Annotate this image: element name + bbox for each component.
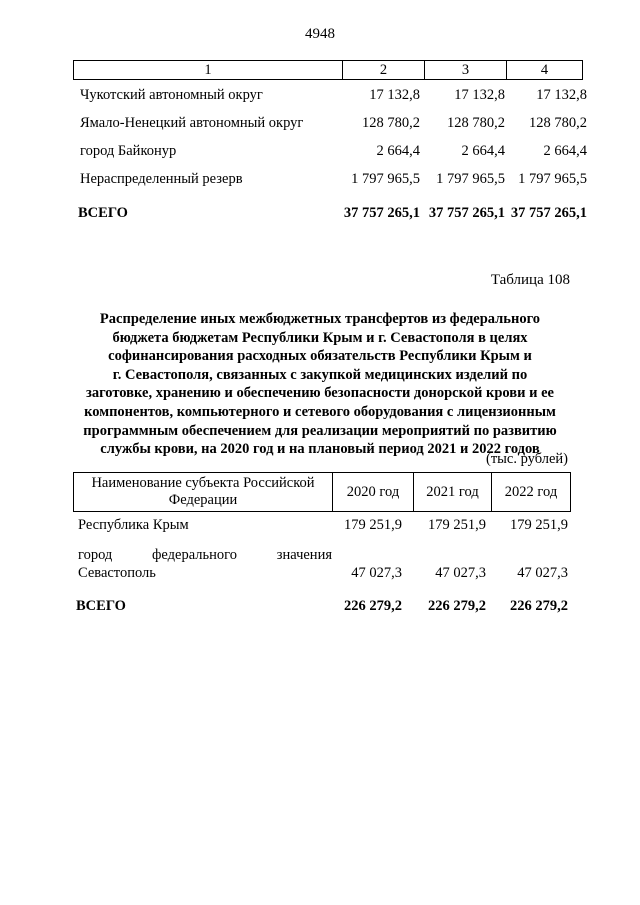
- col-header-name: [74, 473, 332, 511]
- cell-value: 2 664,4: [461, 143, 505, 159]
- top-table-header: [73, 60, 583, 80]
- cell-value: 47 027,3: [517, 565, 568, 581]
- label-word: федерального: [152, 547, 237, 563]
- table-title: [70, 310, 570, 459]
- cell-value: 128 780,2: [362, 115, 420, 131]
- cell-value: 47 027,3: [435, 565, 486, 581]
- total-value: 226 279,2: [428, 598, 486, 614]
- cell-value: 17 132,8: [536, 87, 587, 103]
- table-row: [0, 141, 640, 161]
- units-label: (тыс. рублей): [486, 451, 568, 467]
- table-number: Таблица 108: [490, 272, 570, 288]
- total-value: 37 757 265,1: [510, 205, 587, 221]
- title-line: бюджета бюджетам Республики Крым и г. Севастополя в целях: [112, 329, 528, 346]
- row-label: Нераспределенный резерв: [80, 171, 243, 187]
- col-header-2: 2: [379, 62, 388, 78]
- col-header-4: 4: [540, 62, 549, 78]
- title-line: г. Севастополя, связанных с закупкой медицинских изделий по: [112, 366, 528, 383]
- cell-value: 2 664,4: [376, 143, 420, 159]
- col-header-2020: 2020 год: [346, 483, 400, 500]
- title-line: заготовке, хранению и обеспечению безопасности донорской крови и ее: [86, 385, 554, 402]
- total-row: [0, 203, 640, 223]
- row-label: Чукотский автономный округ: [80, 87, 263, 103]
- total-label: ВСЕГО: [78, 205, 128, 221]
- title-line: программным обеспечением для реализации мероприятий по развитию: [83, 422, 557, 439]
- label-word: город: [78, 547, 113, 563]
- row-label: город Байконур: [80, 143, 177, 159]
- total-value: 226 279,2: [510, 598, 568, 614]
- row-label: Ямало-Ненецкий автономный округ: [80, 115, 304, 131]
- cell-value: 1 797 965,5: [436, 171, 505, 187]
- row-label: Севастополь: [78, 565, 156, 581]
- total-value: 37 757 265,1: [343, 205, 420, 221]
- page-number: 4948: [305, 26, 335, 42]
- table-row: [0, 85, 640, 105]
- table-row: [0, 515, 640, 535]
- cell-value: 128 780,2: [529, 115, 587, 131]
- cell-value: 1 797 965,5: [351, 171, 420, 187]
- row-label: Республика Крым: [78, 517, 189, 533]
- cell-value: 1 797 965,5: [518, 171, 587, 187]
- col-header-2022: 2022 год: [504, 483, 558, 500]
- cell-value: 179 251,9: [344, 517, 402, 533]
- title-line: Распределение иных межбюджетных трансфертов из федерального: [99, 311, 541, 327]
- cell-value: 128 780,2: [447, 115, 505, 131]
- table-row: [0, 563, 640, 583]
- row-label: [78, 545, 332, 565]
- label-word: значения: [276, 547, 332, 563]
- col-header-3: 3: [461, 62, 470, 78]
- table108-header: [73, 472, 571, 512]
- cell-value: 179 251,9: [510, 517, 568, 533]
- title-line: компонентов, компьютерного и сетевого оборудования с лицензионным: [84, 403, 556, 420]
- table-row: [0, 169, 640, 189]
- table-row: [0, 545, 640, 565]
- cell-value: 17 132,8: [369, 87, 420, 103]
- total-value: 226 279,2: [344, 598, 402, 614]
- cell-value: 17 132,8: [454, 87, 505, 103]
- table-row: [0, 113, 640, 133]
- title-line: софинансирования расходных обязательств Республики Крым и: [108, 348, 532, 365]
- cell-value: 179 251,9: [428, 517, 486, 533]
- col-header-1: 1: [204, 62, 212, 78]
- header-text: Наименование субъекта Российской: [91, 475, 315, 491]
- cell-value: 47 027,3: [351, 565, 402, 581]
- total-label: ВСЕГО: [76, 598, 126, 614]
- header-text: Федерации: [168, 492, 238, 508]
- col-header-2021: 2021 год: [426, 483, 479, 500]
- title-line: службы крови, на 2020 год и на плановый период 2021 и 2022 годов: [100, 441, 540, 458]
- cell-value: 2 664,4: [543, 143, 587, 159]
- total-row: [0, 596, 640, 616]
- total-value: 37 757 265,1: [428, 205, 505, 221]
